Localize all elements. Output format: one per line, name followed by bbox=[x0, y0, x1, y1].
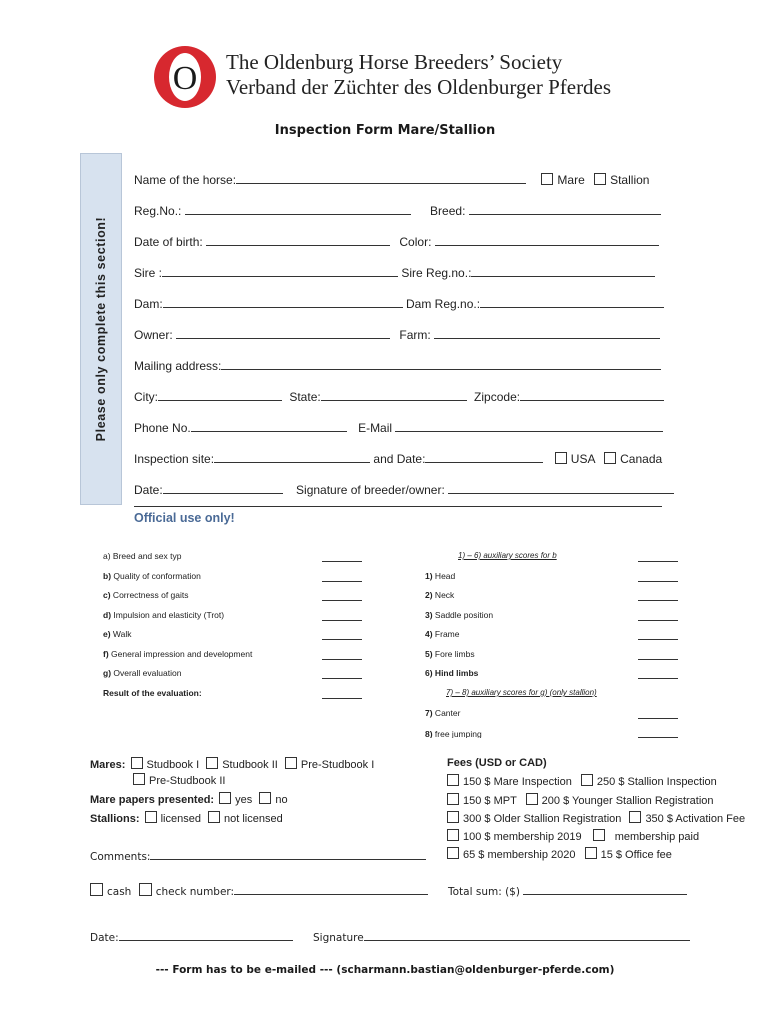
studbook1-label: Studbook I bbox=[146, 759, 200, 771]
mares-row-1 bbox=[90, 757, 374, 771]
stallion-label: Stallion bbox=[610, 173, 650, 187]
dam-field[interactable] bbox=[163, 296, 403, 308]
phone-label: Phone No. bbox=[134, 421, 191, 435]
mailing-label: Mailing address: bbox=[134, 359, 222, 373]
canada-checkbox[interactable] bbox=[604, 452, 616, 464]
papers-yes-label: yes bbox=[235, 794, 253, 806]
eval-a: a) Breed and sex typ bbox=[103, 551, 182, 561]
eval-result-label: Result of the evaluation: bbox=[103, 688, 202, 698]
org-name-english: The Oldenburg Horse Breeders’ Society bbox=[226, 50, 563, 74]
prestudbook1-checkbox[interactable] bbox=[285, 757, 297, 769]
total-sum-row bbox=[448, 883, 687, 898]
prestudbook2-label: Pre-Studbook II bbox=[149, 775, 226, 787]
fee-younger-stallion-label: 200 $ Younger Stallion Registration bbox=[541, 795, 714, 807]
not-licensed-label: not licensed bbox=[224, 813, 283, 825]
owner-field[interactable] bbox=[176, 327, 390, 339]
phone-field[interactable] bbox=[191, 420, 347, 432]
canada-label: Canada bbox=[620, 452, 663, 466]
aux-free-jumping-field[interactable] bbox=[638, 737, 678, 738]
aux-frame-field[interactable] bbox=[638, 639, 678, 640]
row-phone-email bbox=[134, 420, 663, 436]
aux-canter-field[interactable] bbox=[638, 718, 678, 719]
email-field[interactable] bbox=[395, 420, 663, 432]
fee-stallion-inspection-checkbox[interactable] bbox=[581, 774, 593, 786]
dam-reg-label: Dam Reg.no.: bbox=[406, 297, 481, 311]
dob-label: Date of birth: bbox=[134, 235, 203, 249]
row-city-state-zip bbox=[134, 389, 664, 405]
mares-label: Mares: bbox=[90, 759, 126, 771]
row-reg-breed bbox=[134, 203, 661, 219]
eval-g-field[interactable] bbox=[322, 678, 362, 679]
fee-office-checkbox[interactable] bbox=[585, 847, 597, 859]
date-label: Date: bbox=[90, 932, 119, 944]
total-sum-field[interactable] bbox=[523, 883, 687, 895]
city-label: City: bbox=[134, 390, 158, 404]
reg-no-field[interactable] bbox=[185, 203, 411, 215]
horse-name-field[interactable] bbox=[236, 172, 526, 184]
aux-header-1-field[interactable] bbox=[638, 561, 678, 562]
fee-membership-2020-label: 65 $ membership 2020 bbox=[463, 849, 576, 861]
aux-head: 1) Head bbox=[425, 571, 456, 581]
eval-g: g) Overall evaluation bbox=[103, 668, 182, 678]
eval-c: c) Correctness of gaits bbox=[103, 590, 189, 600]
papers-no-label: no bbox=[275, 794, 288, 806]
date-field[interactable] bbox=[119, 929, 293, 941]
date-field-top[interactable] bbox=[163, 482, 283, 494]
color-label: Color: bbox=[399, 235, 432, 249]
row-date-signature bbox=[134, 482, 674, 498]
aux-hind-limbs-field[interactable] bbox=[638, 678, 678, 679]
mailing-field[interactable] bbox=[221, 358, 661, 370]
zipcode-label: Zipcode: bbox=[474, 390, 521, 404]
oldenburg-logo bbox=[152, 44, 218, 110]
breed-label: Breed: bbox=[430, 204, 466, 218]
owner-label: Owner: bbox=[134, 328, 173, 342]
aux-free-jumping: 8) free jumping bbox=[425, 729, 482, 738]
stallions-row bbox=[90, 811, 283, 825]
comments-field[interactable] bbox=[150, 848, 426, 860]
signature-field[interactable] bbox=[364, 929, 690, 941]
cash-checkbox[interactable] bbox=[90, 883, 103, 896]
eval-e-field[interactable] bbox=[322, 639, 362, 640]
farm-label: Farm: bbox=[399, 328, 431, 342]
row-dob-color bbox=[134, 234, 659, 250]
fees-row-3 bbox=[447, 811, 745, 825]
payment-row bbox=[90, 883, 428, 898]
usa-label: USA bbox=[570, 452, 595, 466]
cash-label: cash bbox=[107, 886, 132, 898]
farm-field[interactable] bbox=[434, 327, 660, 339]
eval-e: e) Walk bbox=[103, 629, 132, 639]
mare-checkbox[interactable] bbox=[541, 173, 553, 185]
eval-f: f) General impression and development bbox=[103, 649, 253, 659]
dam-reg-field[interactable] bbox=[480, 296, 664, 308]
licensed-checkbox[interactable] bbox=[145, 811, 157, 823]
svg-text:O: O bbox=[172, 60, 198, 97]
breed-field[interactable] bbox=[469, 203, 661, 215]
row-horse-name bbox=[134, 172, 649, 188]
section-divider bbox=[134, 506, 662, 507]
sire-field[interactable] bbox=[162, 265, 398, 277]
row-dam bbox=[134, 296, 664, 312]
fee-older-stallion-checkbox[interactable] bbox=[447, 811, 459, 823]
check-number-field[interactable] bbox=[234, 883, 428, 895]
fee-activation-checkbox[interactable] bbox=[629, 811, 641, 823]
org-name-german: Verband der Züchter des Oldenburger Pferdes bbox=[226, 75, 612, 99]
eval-c-field[interactable] bbox=[322, 600, 362, 601]
reg-no-label: Reg.No.: bbox=[134, 204, 182, 218]
date-label-top: Date: bbox=[134, 483, 163, 497]
sire-reg-label: Sire Reg.no.: bbox=[401, 266, 472, 280]
eval-f-field[interactable] bbox=[322, 659, 362, 660]
inspection-date-field[interactable] bbox=[425, 451, 543, 463]
fees-row-5 bbox=[447, 847, 672, 861]
studbook2-label: Studbook II bbox=[222, 759, 278, 771]
fee-membership-2019-checkbox[interactable] bbox=[447, 829, 459, 841]
papers-no-checkbox[interactable] bbox=[259, 792, 271, 804]
state-label: State: bbox=[289, 390, 321, 404]
studbook1-checkbox[interactable] bbox=[131, 757, 143, 769]
fee-mare-inspection-label: 150 $ Mare Inspection bbox=[463, 776, 572, 788]
form-title: Inspection Form Mare/Stallion bbox=[274, 123, 496, 138]
inspection-site-label: Inspection site: bbox=[134, 452, 215, 466]
stallions-label: Stallions: bbox=[90, 813, 140, 825]
fees-row-1 bbox=[447, 774, 717, 788]
membership-paid-label: membership paid bbox=[614, 831, 700, 843]
fee-activation-label: 350 $ Activation Fee bbox=[645, 813, 746, 825]
eval-result-field[interactable] bbox=[322, 698, 362, 699]
fee-mare-inspection-checkbox[interactable] bbox=[447, 774, 459, 786]
horse-name-label: Name of the horse: bbox=[134, 173, 237, 187]
official-use-label: Official use only! bbox=[134, 511, 235, 525]
signature-breeder-label: Signature of breeder/owner: bbox=[296, 483, 445, 497]
sire-label: Sire : bbox=[134, 266, 163, 280]
aux-hind-limbs: 6) Hind limbs bbox=[425, 668, 479, 678]
fee-membership-2019-label: 100 $ membership 2019 bbox=[463, 831, 582, 843]
sire-reg-field[interactable] bbox=[471, 265, 655, 277]
fees-row-2 bbox=[447, 793, 714, 807]
eval-b-field[interactable] bbox=[322, 581, 362, 582]
aux-saddle: 3) Saddle position bbox=[425, 610, 494, 620]
fee-mpt-label: 150 $ MPT bbox=[463, 795, 517, 807]
eval-b: b) Quality of conformation bbox=[103, 571, 201, 581]
zipcode-field[interactable] bbox=[520, 389, 664, 401]
aux-neck-field[interactable] bbox=[638, 600, 678, 601]
stallion-checkbox[interactable] bbox=[594, 173, 606, 185]
fees-title: Fees (USD or CAD) bbox=[447, 757, 547, 769]
mare-label: Mare bbox=[557, 173, 585, 187]
licensed-label: licensed bbox=[160, 813, 201, 825]
papers-yes-checkbox[interactable] bbox=[219, 792, 231, 804]
signature-label: Signature bbox=[313, 932, 364, 944]
usa-checkbox[interactable] bbox=[555, 452, 567, 464]
fee-office-label: 15 $ Office fee bbox=[600, 849, 672, 861]
aux-frame: 4) Frame bbox=[425, 629, 460, 639]
aux-canter: 7) Canter bbox=[425, 708, 461, 718]
dam-label: Dam: bbox=[134, 297, 163, 311]
aux-saddle-field[interactable] bbox=[638, 620, 678, 621]
comments-label: Comments: bbox=[90, 851, 151, 863]
and-date-label: and Date: bbox=[373, 452, 426, 466]
aux-fore-limbs: 5) Fore limbs bbox=[425, 649, 475, 659]
row-mailing bbox=[134, 358, 661, 374]
prestudbook2-checkbox[interactable] bbox=[133, 773, 145, 785]
fee-membership-2020-checkbox[interactable] bbox=[447, 847, 459, 859]
studbook2-checkbox[interactable] bbox=[206, 757, 218, 769]
city-field[interactable] bbox=[158, 389, 282, 401]
signature-breeder-field[interactable] bbox=[448, 482, 674, 494]
eval-d: d) Impulsion and elasticity (Trot) bbox=[103, 610, 225, 620]
row-inspection bbox=[134, 451, 662, 467]
inspection-site-field[interactable] bbox=[214, 451, 370, 463]
aux-scores-header-2: 7) – 8) auxiliary scores for g) (only stallion) bbox=[446, 688, 597, 697]
row-sire bbox=[134, 265, 655, 281]
eval-a-field[interactable] bbox=[322, 561, 362, 562]
check-number-label: check number: bbox=[155, 886, 235, 898]
color-field[interactable] bbox=[435, 234, 659, 246]
date-row bbox=[90, 929, 293, 944]
check-checkbox[interactable] bbox=[139, 883, 152, 896]
footer-email-note: --- Form has to be e-mailed --- (scharmann.bastian@oldenburger-pferde.com) bbox=[155, 964, 615, 976]
dob-field[interactable] bbox=[206, 234, 390, 246]
fees-row-4 bbox=[447, 829, 699, 843]
membership-paid-checkbox[interactable] bbox=[593, 829, 605, 841]
mare-papers-row bbox=[90, 792, 288, 806]
eval-d-field[interactable] bbox=[322, 620, 362, 621]
not-licensed-checkbox[interactable] bbox=[208, 811, 220, 823]
comments-row bbox=[90, 848, 426, 863]
side-label: Please only complete this section! bbox=[94, 216, 108, 442]
state-field[interactable] bbox=[321, 389, 467, 401]
aux-scores-header-1: 1) – 6) auxiliary scores for b bbox=[458, 551, 557, 560]
fee-mpt-checkbox[interactable] bbox=[447, 793, 459, 805]
fee-stallion-inspection-label: 250 $ Stallion Inspection bbox=[596, 776, 717, 788]
mares-row-2 bbox=[133, 773, 225, 787]
aux-neck: 2) Neck bbox=[425, 590, 455, 600]
fee-older-stallion-label: 300 $ Older Stallion Registration bbox=[463, 813, 622, 825]
total-sum-label: Total sum: ($) bbox=[448, 886, 520, 898]
email-label: E-Mail bbox=[358, 421, 393, 435]
row-owner-farm bbox=[134, 327, 660, 343]
mare-papers-label: Mare papers presented: bbox=[90, 794, 215, 806]
fee-younger-stallion-checkbox[interactable] bbox=[526, 793, 538, 805]
aux-fore-limbs-field[interactable] bbox=[638, 659, 678, 660]
aux-head-field[interactable] bbox=[638, 581, 678, 582]
prestudbook1-label: Pre-Studbook I bbox=[300, 759, 375, 771]
signature-row bbox=[313, 929, 690, 944]
